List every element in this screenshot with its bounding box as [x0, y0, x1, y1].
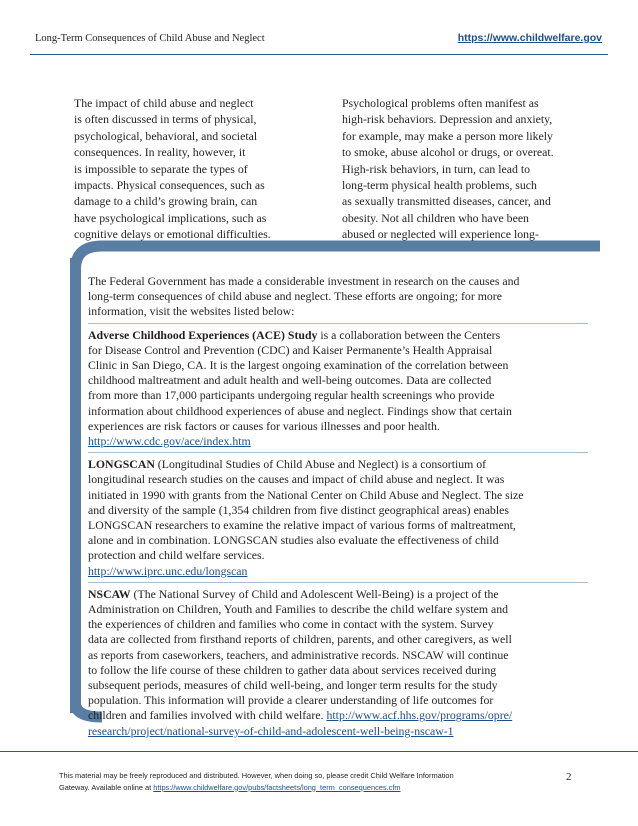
text-line: for Disease Control and Prevention (CDC) and Kaiser Permanente’s Health Appraisal — [88, 342, 493, 357]
text-line — [88, 587, 588, 602]
text-line: childhood maltreatment and adult health and well-being outcomes. Data are collected — [88, 373, 492, 388]
text-line — [59, 782, 529, 794]
header-divider — [30, 54, 608, 55]
text-line: information about childhood experiences of abuse and neglect. Findings show that certain — [88, 403, 512, 418]
text-line: to follow the life course of these children to gather data about services received during — [88, 662, 497, 677]
text-fragment: children and families involved with child welfare. — [88, 708, 327, 723]
text-line: protection and child welfare services. — [88, 548, 265, 563]
research-sidebar — [88, 274, 588, 739]
text-line: high-risk behaviors. Depression and anxiety, — [342, 112, 553, 127]
text-line — [88, 708, 588, 723]
text-line: the experiences of children and families who come in contact with the system. Survey — [88, 617, 494, 632]
text-line — [88, 564, 588, 579]
text-line: information, visit the websites listed below: — [88, 304, 295, 319]
text-line: High-risk behaviors, in turn, can lead to — [342, 161, 531, 176]
sidebar-divider — [88, 323, 588, 324]
footer-factsheet-link[interactable]: https://www.childwelfare.gov/pubs/factsheets/long_term_consequences.cfm — [153, 782, 401, 792]
text-line: The impact of child abuse and neglect — [74, 96, 254, 110]
text-line: psychological, behavioral, and societal — [74, 128, 258, 143]
sidebar-box-top-border — [70, 237, 600, 269]
text-line: Administration on Children, Youth and Families to describe the child welfare system and — [88, 602, 509, 617]
text-line: long-term physical health problems, such — [342, 178, 537, 193]
nscaw-title: NSCAW — [88, 586, 131, 601]
ace-study-entry — [88, 328, 588, 450]
text-fragment: Gateway. Available online at — [59, 782, 154, 792]
intro-left-column — [74, 95, 319, 243]
running-header-title: Long-Term Consequences of Child Abuse and Neglect — [35, 33, 265, 44]
text-line: from more than 17,000 participants undergoing regular health screenings who provide — [88, 388, 495, 403]
text-line: as reports from caseworkers, teachers, and administrative records. NSCAW will continue — [88, 647, 509, 662]
text-line: for example, may make a person more likely — [342, 128, 553, 143]
text-line: data are collected from firsthand reports of children, parents, and other caregivers, as well — [88, 632, 512, 647]
text-line: is often discussed in terms of physical, — [74, 112, 257, 127]
ace-study-link[interactable]: http://www.cdc.gov/ace/index.htm — [88, 434, 251, 449]
text-line: is impossible to separate the types of — [74, 161, 248, 176]
sidebar-divider — [88, 452, 588, 453]
text-line: subsequent periods, measures of child well-being, and longer term results for the study — [88, 678, 498, 693]
text-line: initiated in 1990 with grants from the National Center on Child Abuse and Neglect. The size — [88, 487, 524, 502]
text-line — [88, 724, 588, 739]
text-line: as sexually transmitted diseases, cancer, and — [342, 194, 551, 209]
header-website-link[interactable]: https://www.childwelfare.gov — [457, 32, 602, 44]
text-line: This material may be freely reproduced and distributed. However, when doing so, please credit Child Welfare Information — [59, 771, 454, 780]
text-fragment: (Longitudinal Studies of Child Abuse and Neglect) is a consortium of — [154, 457, 487, 472]
nscaw-entry — [88, 587, 588, 739]
text-line: experiences are risk factors or causes for various illnesses and poor health. — [88, 418, 440, 433]
footer-credit — [59, 770, 529, 793]
nscaw-link[interactable]: http://www.acf.hhs.gov/programs/opre/ — [326, 708, 513, 723]
longscan-link[interactable]: http://www.iprc.unc.edu/longscan — [88, 563, 248, 578]
intro-right-column — [342, 95, 592, 243]
page-number: 2 — [566, 771, 572, 783]
nscaw-link-continued[interactable]: research/project/national-survey-of-child-and-adolescent-well-being-nscaw-1 — [88, 723, 454, 738]
footer-divider — [0, 751, 638, 752]
text-line: population. This information will provide a clearer understanding of life outcomes for — [88, 693, 494, 708]
text-line: Psychological problems often manifest as — [342, 96, 539, 110]
longscan-title: LONGSCAN — [88, 457, 155, 472]
text-line: long-term consequences of child abuse and neglect. These efforts are ongoing; for more — [88, 289, 502, 304]
text-line — [88, 328, 588, 343]
text-fragment: (The National Survey of Child and Adolescent Well-Being) is a project of the — [130, 586, 499, 601]
text-line: LONGSCAN researchers to examine the relative impact of various forms of maltreatment, — [88, 518, 516, 533]
sidebar-divider — [88, 582, 588, 583]
text-line — [88, 457, 588, 472]
text-line: and diversity of the sample (1,354 children from five distinct geographical areas) enables — [88, 502, 509, 517]
sidebar-intro — [88, 274, 588, 320]
ace-study-title: Adverse Childhood Experiences (ACE) Study — [88, 327, 318, 342]
text-line: consequences. In reality, however, it — [74, 145, 246, 160]
text-line: impacts. Physical consequences, such as — [74, 178, 265, 193]
text-line: have psychological implications, such as — [74, 210, 267, 225]
text-line: obesity. Not all children who have been — [342, 210, 529, 225]
sidebar-box-left-border — [70, 258, 81, 713]
text-line: damage to a child’s growing brain, can — [74, 194, 258, 209]
text-line: Clinic in San Diego, CA. It is the largest ongoing examination of the correlation between — [88, 358, 509, 373]
text-line: longitudinal research studies on the causes and impact of child abuse and neglect. It was — [88, 472, 505, 487]
text-line: alone and in combination. LONGSCAN studies also evaluate the effectiveness of child — [88, 533, 499, 548]
longscan-entry — [88, 457, 588, 579]
text-line: abused or neglected will experience long- — [342, 227, 539, 242]
text-line: The Federal Government has made a considerable investment in research on the causes and — [88, 274, 520, 288]
text-line: to smoke, abuse alcohol or drugs, or overeat. — [342, 145, 554, 160]
text-line — [88, 434, 588, 449]
text-fragment: is a collaboration between the Centers — [317, 327, 501, 342]
text-line: cognitive delays or emotional difficulties. — [74, 227, 271, 242]
